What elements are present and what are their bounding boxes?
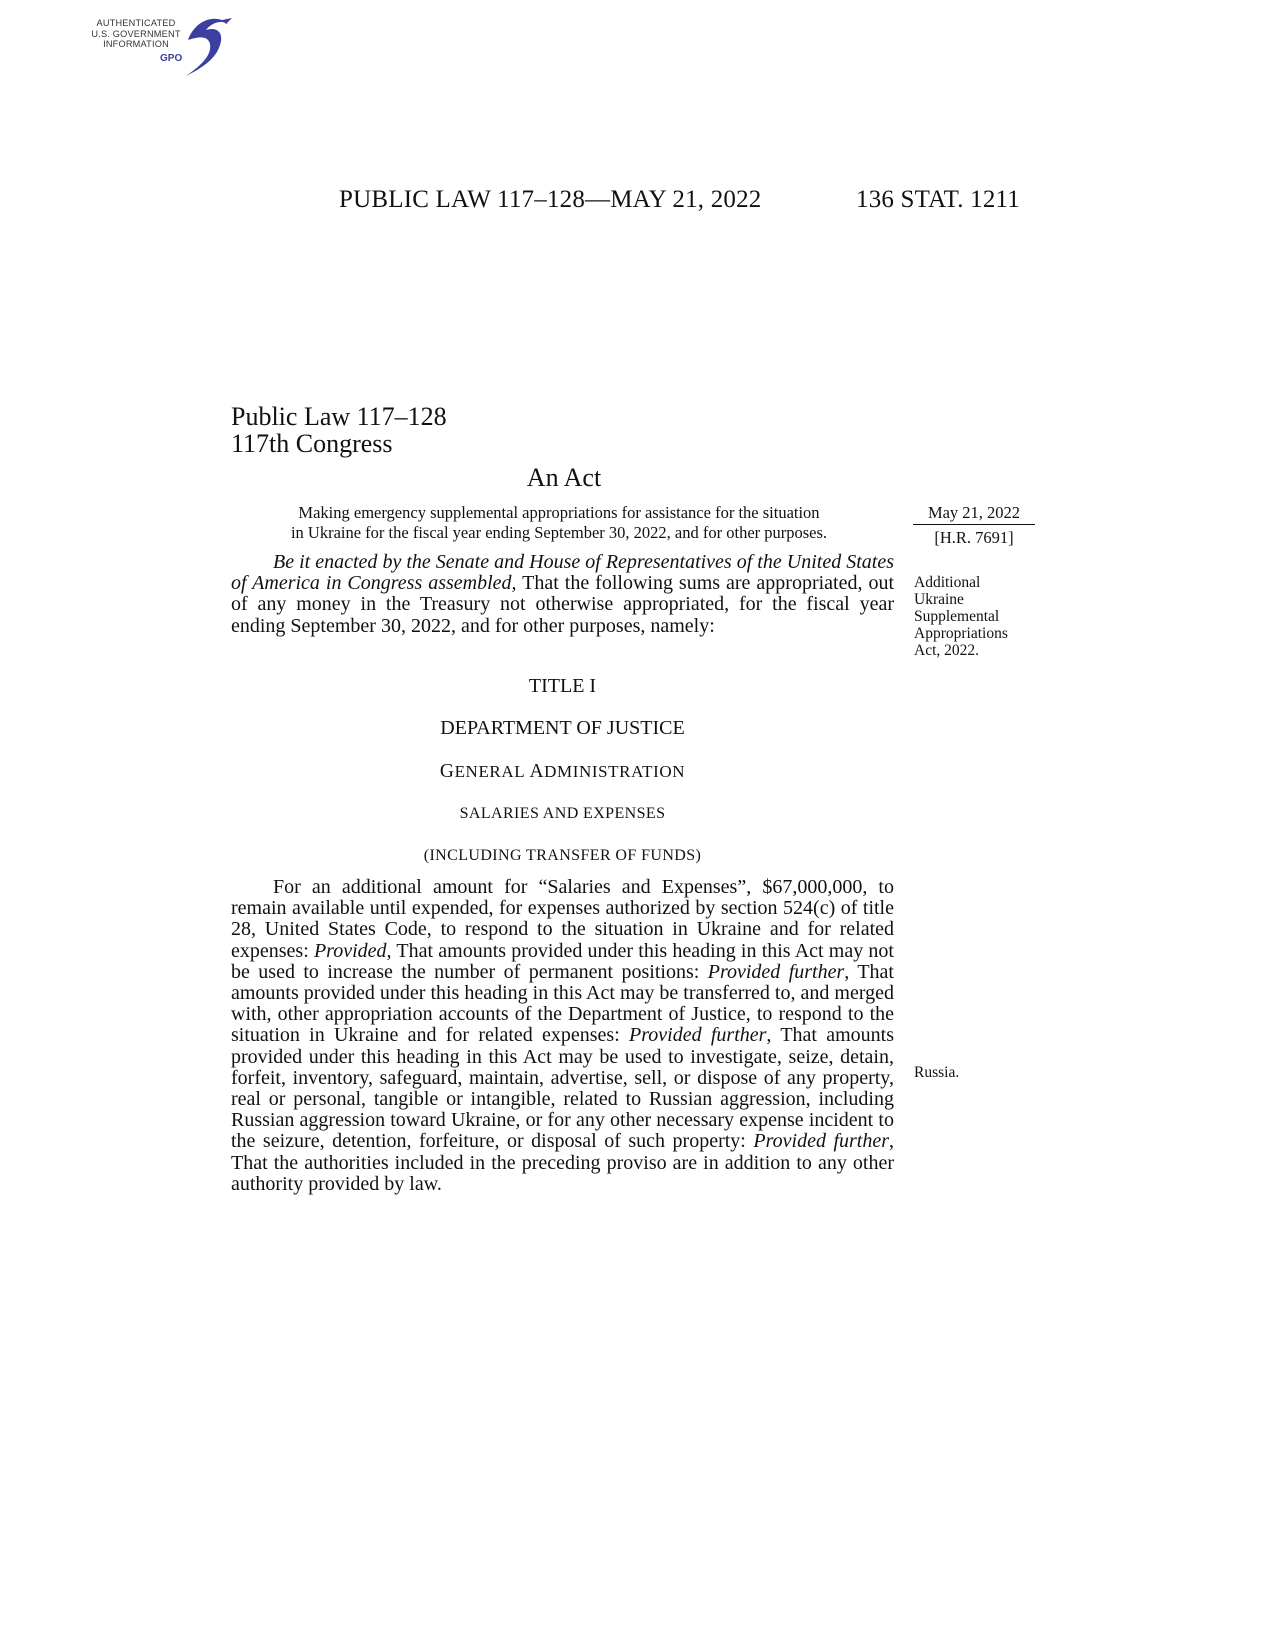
section-text: , That amounts provided under this heading in this Act may not be used to increase the number of permanent positions:	[231, 939, 894, 983]
margin-note-line: Additional	[914, 574, 981, 591]
law-header	[231, 403, 447, 457]
eagle-swoosh-icon	[178, 10, 238, 82]
enactment-date: May 21, 2022	[913, 503, 1035, 525]
heading-cap: G	[439, 761, 455, 782]
proviso-italic: Provided	[313, 939, 387, 962]
salaries-heading: SALARIES AND EXPENSES	[459, 805, 666, 822]
running-head-title: PUBLIC LAW 117–128—MAY 21, 2022	[339, 186, 762, 213]
section-text: For an additional amount for “Salaries and Expenses”, $67,000,000, to remain available until expended, for expenses authorized by section 524(c) of title 28, United States Code, to respond to the situation in Ukraine and for related expenses:	[231, 876, 894, 962]
act-title: An Act	[526, 463, 602, 492]
department-heading: DEPARTMENT OF JUSTICE	[440, 717, 685, 739]
purpose-line-1: Making emergency supplemental appropriations for assistance for the situation	[298, 503, 820, 522]
margin-note-line: Appropriations	[914, 625, 1008, 642]
logo-line-3: INFORMATION	[103, 39, 169, 49]
congress-number: 117th Congress	[231, 429, 393, 458]
heading-rest: ENERAL	[454, 762, 530, 781]
proviso-italic: Provided further	[707, 960, 845, 983]
enactment-date-box	[913, 503, 1035, 548]
logo-line-2: U.S. GOVERNMENT	[91, 28, 181, 39]
margin-note-line: Ukraine	[914, 591, 964, 608]
enacting-clause	[231, 552, 894, 637]
margin-note-line: Act, 2022.	[914, 642, 980, 659]
section-text: , That the authorities included in the preceding proviso are in addition to any other authority provided by law.	[231, 1130, 895, 1195]
gpo-authenticated-logo	[88, 10, 238, 80]
heading-cap: A	[529, 761, 545, 782]
transfer-heading: (INCLUDING TRANSFER OF FUNDS)	[423, 847, 702, 864]
act-purpose	[234, 503, 884, 543]
logo-gpo-text: GPO	[160, 53, 183, 64]
bill-number: [H.R. 7691]	[934, 528, 1014, 547]
margin-note-russia: Russia.	[914, 1064, 960, 1081]
running-head-stat: 136 STAT. 1211	[856, 186, 1020, 213]
purpose-line-2: in Ukraine for the fiscal year ending September 30, 2022, and for other purposes.	[290, 523, 828, 542]
heading-rest: DMINISTRATION	[544, 762, 686, 781]
logo-line-1: AUTHENTICATED	[96, 18, 176, 28]
margin-note-short-title	[914, 574, 1044, 659]
proviso-italic: Provided further	[629, 1024, 767, 1047]
general-administration-heading	[0, 761, 1125, 783]
section-text: , That amounts provided under this heading in this Act may be transferred to, and merged with, other appropriation accounts of the Department of Justice, to respond to the situation in Ukraine and for related expenses:	[231, 960, 894, 1047]
section-text: , That amounts provided under this heading in this Act may be used to investigate, seize, detain, forfeit, inventory, safeguard, maintain, advertise, sell, or dispose of any property, real or personal, tangible or intangible, related to Russian aggression, including Russian aggression toward Ukraine, or for any other necessary expense incident to the seizure, detention, forfeiture, or disposal of such property:	[231, 1024, 895, 1153]
title-heading: TITLE I	[528, 675, 597, 697]
proviso-italic: Provided further	[753, 1130, 890, 1153]
enacting-rest: That the following sums are appropriated, out of any money in the Treasury not otherwise appropriated, for the fiscal year ending September 30, 2022, and for other purposes, namely:	[231, 572, 895, 637]
public-law-number: Public Law 117–128	[231, 402, 447, 431]
margin-note-line: Supplemental	[914, 608, 1000, 625]
salaries-expenses-paragraph	[231, 877, 894, 1195]
enacting-italic: Be it enacted by the Senate and House of Representatives of the United States of America in Congress assembled,	[231, 551, 894, 595]
